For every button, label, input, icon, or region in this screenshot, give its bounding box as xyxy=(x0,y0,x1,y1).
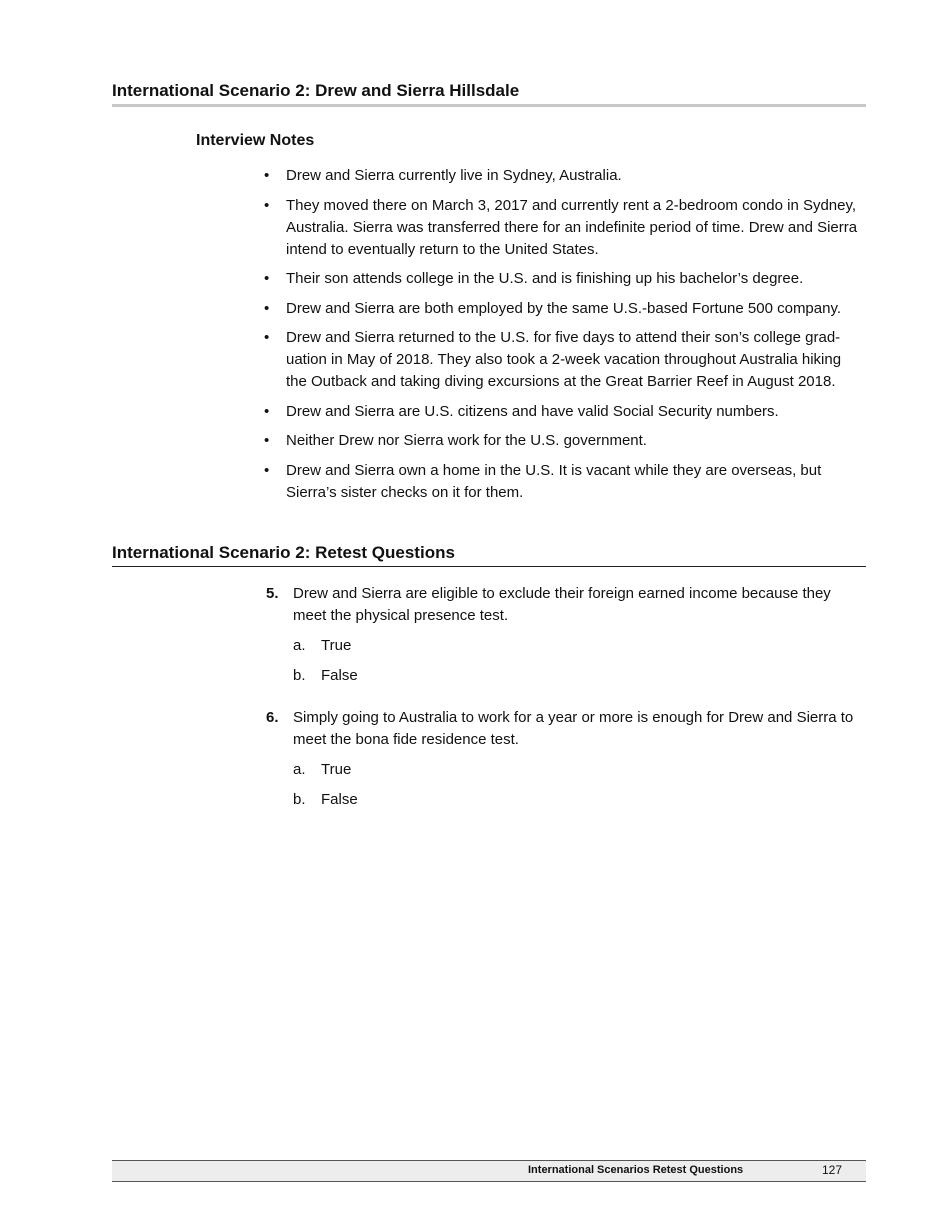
bullet-icon: • xyxy=(264,270,270,287)
bullet-icon: • xyxy=(264,461,270,479)
list-item xyxy=(262,195,866,261)
page-footer xyxy=(112,1160,866,1182)
footer-title: International Scenarios Retest Questions xyxy=(528,1164,744,1176)
option-letter: b. xyxy=(293,667,306,684)
list-item xyxy=(262,430,866,452)
question-number: 5. xyxy=(266,585,279,602)
question-text: Simply going to Australia to work for a year or more is enough for Drew and Sierra to meet the bona fide residence test. xyxy=(293,709,854,748)
list-item xyxy=(262,401,866,423)
question-stem xyxy=(262,583,866,627)
section-title-scenario: International Scenario 2: Drew and Sierra Hillsdale xyxy=(112,81,866,107)
note-text: Their son attends college in the U.S. and is finishing up his bachelor’s degree. xyxy=(286,270,804,287)
section-title-retest: International Scenario 2: Retest Questions xyxy=(112,543,866,567)
bullet-icon: • xyxy=(264,432,270,449)
bullet-icon: • xyxy=(264,299,270,317)
option-letter: a. xyxy=(293,637,306,654)
note-text: Drew and Sierra are both employed by the same U.S.-based Fortune 500 company. xyxy=(286,299,842,317)
option-letter: a. xyxy=(293,761,306,778)
note-text: Drew and Sierra returned to the U.S. for five days to attend their son’s college grad-uation in May of 2018. They also took a 2-week vacation throughout Australia hiking the Outback and taking diving excursions at the Great Barrier Reef in August 2018. xyxy=(286,329,842,390)
interview-notes-heading: Interview Notes xyxy=(196,132,315,149)
question-text: Drew and Sierra are eligible to exclude their foreign earned income because they meet the physical presence test. xyxy=(293,585,831,624)
option-false[interactable] xyxy=(262,665,866,687)
option-label: False xyxy=(321,667,358,684)
option-label: True xyxy=(321,761,352,778)
question-stem xyxy=(262,707,866,751)
bullet-icon: • xyxy=(264,402,270,420)
list-item xyxy=(262,460,866,504)
bullet-icon: • xyxy=(264,196,270,214)
note-text: Drew and Sierra own a home in the U.S. It is vacant while they are overseas, but Sierra’s sister checks on it for them. xyxy=(286,461,822,501)
option-letter: b. xyxy=(293,791,306,808)
note-text: Neither Drew nor Sierra work for the U.S. government. xyxy=(286,432,647,449)
list-item xyxy=(262,268,866,290)
note-text: Drew and Sierra currently live in Sydney, Australia. xyxy=(286,167,622,184)
list-item xyxy=(262,298,866,320)
bullet-icon: • xyxy=(264,167,270,184)
list-item xyxy=(262,327,866,393)
note-text: Drew and Sierra are U.S. citizens and have valid Social Security numbers. xyxy=(286,402,779,420)
option-false[interactable] xyxy=(262,789,866,811)
option-label: False xyxy=(321,791,358,808)
bullet-icon: • xyxy=(264,329,270,346)
question-6 xyxy=(262,707,866,811)
note-text: They moved there on March 3, 2017 and currently rent a 2-bedroom condo in Sydney, Australia. Sierra was transferred there for an indefinite period of time. Drew and Sierra intend to eventually return to the United States. xyxy=(286,196,858,258)
option-true[interactable] xyxy=(262,635,866,657)
interview-notes-list xyxy=(262,165,866,511)
option-true[interactable] xyxy=(262,759,866,781)
question-5 xyxy=(262,583,866,687)
list-item xyxy=(262,165,866,187)
option-label: True xyxy=(321,637,352,654)
page-number: 127 xyxy=(822,1163,843,1177)
question-number: 6. xyxy=(266,709,279,726)
